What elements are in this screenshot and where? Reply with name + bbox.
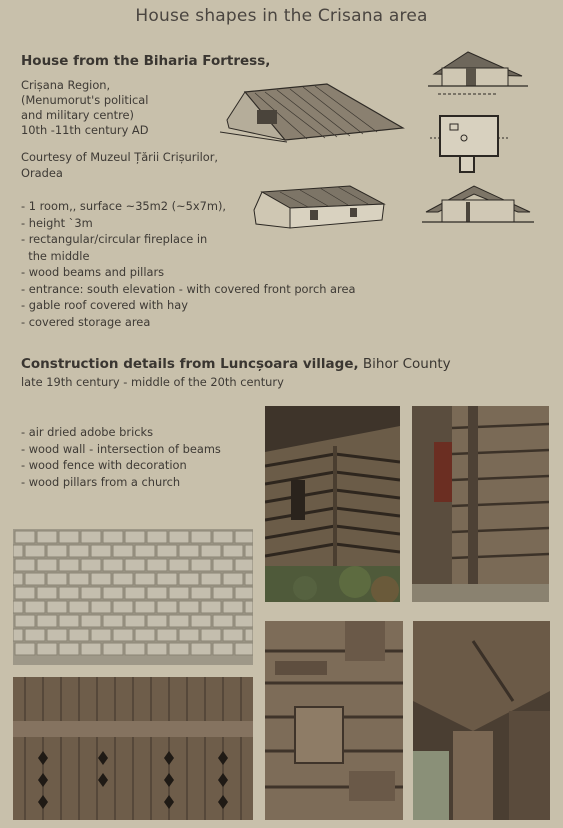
adobe-bricks-photo <box>13 529 253 665</box>
feature-item: - entrance: south elevation - with covered front porch area <box>21 281 356 296</box>
courtesy-line: Courtesy of Muzeul Țării Crișurilor, <box>21 150 219 164</box>
section1-courtesy <box>21 149 218 181</box>
location-line: 10th -11th century AD <box>21 123 149 137</box>
wood-fence-photo <box>13 677 253 820</box>
church-pillars-photo <box>413 621 550 820</box>
feature-item: - 1 room,, surface ~35m2 (~5x7m), <box>21 199 227 213</box>
feature-item: - air dried adobe bricks <box>21 425 154 439</box>
page-title: House shapes in the Crisana area <box>135 6 428 26</box>
beam-intersection-photo <box>265 621 403 820</box>
section2-heading <box>21 356 451 372</box>
house-sketch-main <box>215 80 405 150</box>
section2-features <box>21 424 221 490</box>
feature-item: - wood fence with decoration <box>21 458 187 472</box>
section2-heading-bold: Construction details from Luncșoara village, <box>21 356 359 372</box>
feature-item: - rectangular/circular fireplace in <box>21 232 208 246</box>
log-wall-window-photo <box>412 406 549 602</box>
wooden-house-corner-photo <box>265 406 400 602</box>
feature-item: - covered storage area <box>21 314 151 329</box>
location-line: (Menumorut's political <box>21 93 149 107</box>
section1-heading: House from the Biharia Fortress, <box>21 53 271 69</box>
location-line: Crișana Region, <box>21 78 111 92</box>
house-cross-section-sketch <box>422 182 534 228</box>
feature-item: - wood beams and pillars <box>21 265 165 279</box>
feature-item: - gable roof covered with hay <box>21 298 188 312</box>
feature-item: - wood wall - intersection of beams <box>21 441 221 456</box>
courtesy-line: Oradea <box>21 166 63 180</box>
section1-location <box>21 78 149 138</box>
floor-plan-sketch <box>428 108 508 180</box>
section2-subheading: late 19th century - middle of the 20th century <box>21 375 284 389</box>
house-section-sketch <box>428 48 528 100</box>
location-line: and military centre) <box>21 108 134 122</box>
house-sketch-walls <box>250 180 390 240</box>
feature-item: - height `3m <box>21 215 93 230</box>
feature-item: - wood pillars from a church <box>21 474 181 489</box>
section2-heading-rest: Bihor County <box>358 356 451 372</box>
feature-item: the middle <box>21 248 90 263</box>
